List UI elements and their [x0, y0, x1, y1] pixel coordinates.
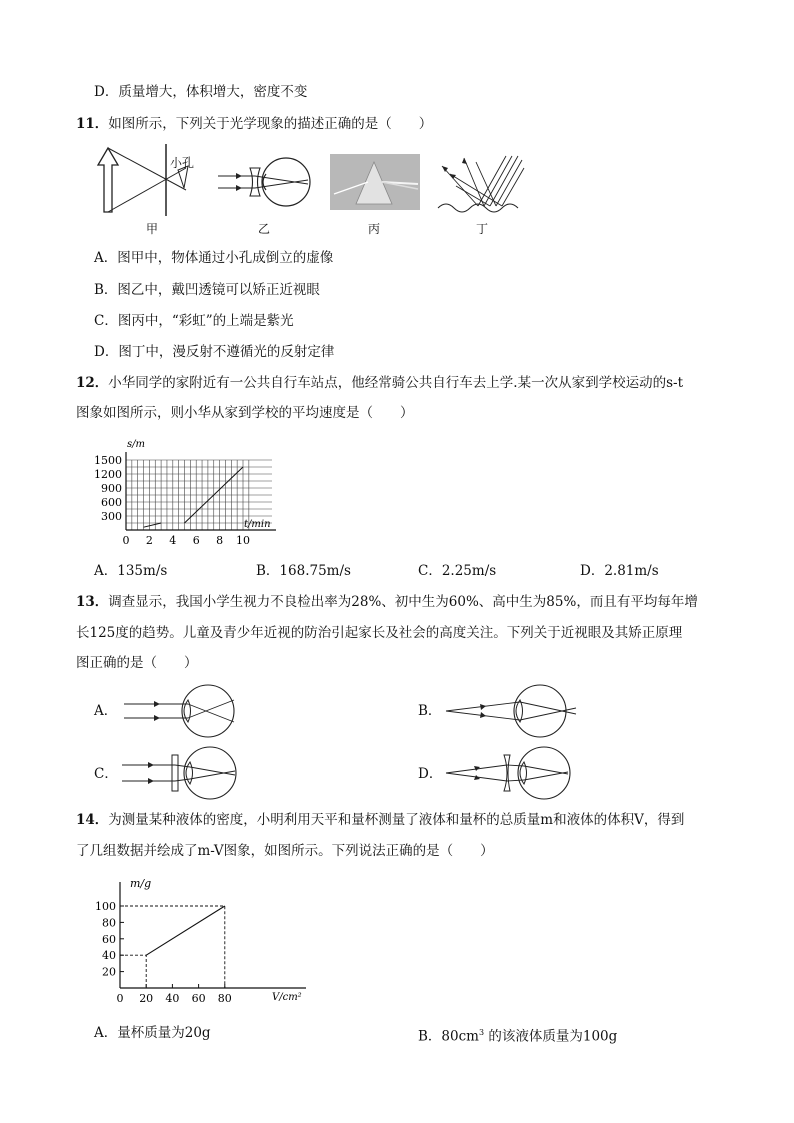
- q14-stem-text1: 为测量某种液体的密度，小明利用天平和量杯测量了液体和量杯的总质量m和液体的体积V，得到: [108, 812, 685, 828]
- q11-figure-bing: [330, 154, 420, 236]
- y-tick-label: 900: [101, 482, 122, 495]
- q13-stem-text1: 调查显示，我国小学生视力不良检出率为28%、初中生为60%、高中生为85%，而且有平均每年增: [108, 594, 698, 610]
- y-axis-label: s/m: [127, 439, 145, 450]
- q11-figure-ding: [436, 150, 526, 236]
- q12-option-a: A．135m/s: [94, 563, 168, 579]
- guide-end: [120, 906, 225, 988]
- x-tick-label: 2: [145, 534, 153, 547]
- q14-stem-line1: [76, 810, 684, 830]
- x-tick-label: 20: [139, 992, 154, 1002]
- q13-option-c-label: C．: [94, 766, 118, 782]
- fig-label-bing: 丙: [368, 222, 381, 236]
- x-tick-label: 6: [192, 534, 200, 547]
- q14-option-b: [418, 1023, 617, 1047]
- y-tick-label: 100: [95, 900, 116, 913]
- x-tick-label: 10: [236, 534, 250, 547]
- x-tick-label: 60: [191, 992, 206, 1002]
- q12-stem-line2: 图象如图所示，则小华从家到学校的平均速度是（ ）: [76, 405, 414, 421]
- y-tick-label: 1500: [94, 454, 122, 467]
- fig-label-ding: 丁: [476, 222, 489, 236]
- x-axis-label: t/min: [244, 519, 271, 530]
- y-axis-label: m/g: [130, 877, 152, 890]
- y-tick-label: 20: [102, 965, 116, 979]
- q11-option-a: A．图甲中，物体通过小孔成倒立的虚像: [94, 250, 334, 266]
- y-tick-label: 80: [102, 916, 116, 930]
- q14-stem-line2: 了几组数据并绘成了m-V图象，如图所示。下列说法正确的是（ ）: [76, 843, 494, 859]
- y-tick-label: 1200: [94, 468, 122, 481]
- q11-option-b: B．图乙中，戴凹透镜可以矫正近视眼: [94, 282, 320, 298]
- q12-option-d: D．2.81m/s: [580, 563, 659, 579]
- q12-stem-text1: 小华同学的家附近有一公共自行车站点，他经常骑公共自行车去上学.某一次从家到学校运动的s-t: [108, 375, 684, 391]
- x-tick-label: 8: [216, 534, 224, 547]
- q14-option-a: A．量杯质量为20g: [94, 1025, 211, 1041]
- q11-option-c: C．图丙中，“彩虹”的上端是紫光: [94, 313, 294, 329]
- fig-label-jia: 甲: [146, 222, 159, 236]
- series-line-segment1: [144, 523, 162, 527]
- x-tick-label: 80: [217, 992, 232, 1002]
- y-tick-label: 60: [102, 932, 116, 946]
- q14-mv-chart: [92, 874, 312, 1002]
- q11-stem-text: 如图所示，下列关于光学现象的描述正确的是（ ）: [108, 116, 433, 132]
- x-tick-label: 4: [169, 534, 177, 547]
- q14-chart-svg: [92, 874, 312, 1002]
- q13-stem-line3: 图正确的是（ ）: [76, 655, 198, 671]
- q12-chart-svg: [92, 438, 282, 550]
- y-tick-label: 300: [101, 510, 122, 523]
- q12-number: 12．: [76, 375, 109, 391]
- q13-eye-c: [118, 745, 240, 801]
- y-tick-label: 40: [102, 949, 116, 963]
- q12-option-c: C．2.25m/s: [418, 563, 497, 579]
- q12-stem-line1: [76, 373, 683, 393]
- q13-stem-line1: [76, 592, 698, 612]
- q11-number: 11．: [76, 116, 109, 132]
- x-tick-label: 40: [165, 992, 180, 1002]
- fig-label-yi: 乙: [258, 222, 271, 236]
- y-tick-label: 600: [101, 496, 122, 509]
- x-tick-label: 0: [116, 992, 124, 1002]
- q11-figure-jia: [94, 140, 204, 236]
- x-tick-label: 0: [122, 534, 130, 547]
- q13-eye-b: [440, 684, 580, 738]
- q14-option-b-post: 的该液体质量为100g: [484, 1028, 618, 1045]
- series-line-m-v: [146, 906, 225, 955]
- x-axis-label: V/cm²: [272, 992, 302, 1002]
- q14-option-b-pre: B．80cm: [418, 1028, 479, 1045]
- q14-option-b-sup: 3: [478, 1028, 485, 1037]
- q13-eye-d: [440, 745, 580, 801]
- q10-option-d: D．质量增大，体积增大，密度不变: [94, 84, 308, 100]
- q11-stem: [76, 114, 432, 134]
- q13-option-a-label: A．: [94, 703, 118, 719]
- q13-number: 13．: [76, 594, 109, 610]
- q13-eye-a: [118, 684, 240, 738]
- q13-option-d-label: D．: [418, 766, 443, 782]
- q14-number: 14．: [76, 812, 109, 828]
- q12-st-chart: [92, 438, 282, 550]
- q13-option-b-label: B．: [418, 703, 442, 719]
- q11-figure-yi: [214, 150, 314, 236]
- hole-label: 小孔: [170, 156, 195, 170]
- q11-option-d: D．图丁中，漫反射不遵循光的反射定律: [94, 344, 335, 360]
- q13-stem-line2: 长125度的趋势。儿童及青少年近视的防治引起家长及社会的高度关注。下列关于近视眼及其矫正原理: [76, 625, 683, 641]
- q12-option-b: B．168.75m/s: [256, 563, 351, 579]
